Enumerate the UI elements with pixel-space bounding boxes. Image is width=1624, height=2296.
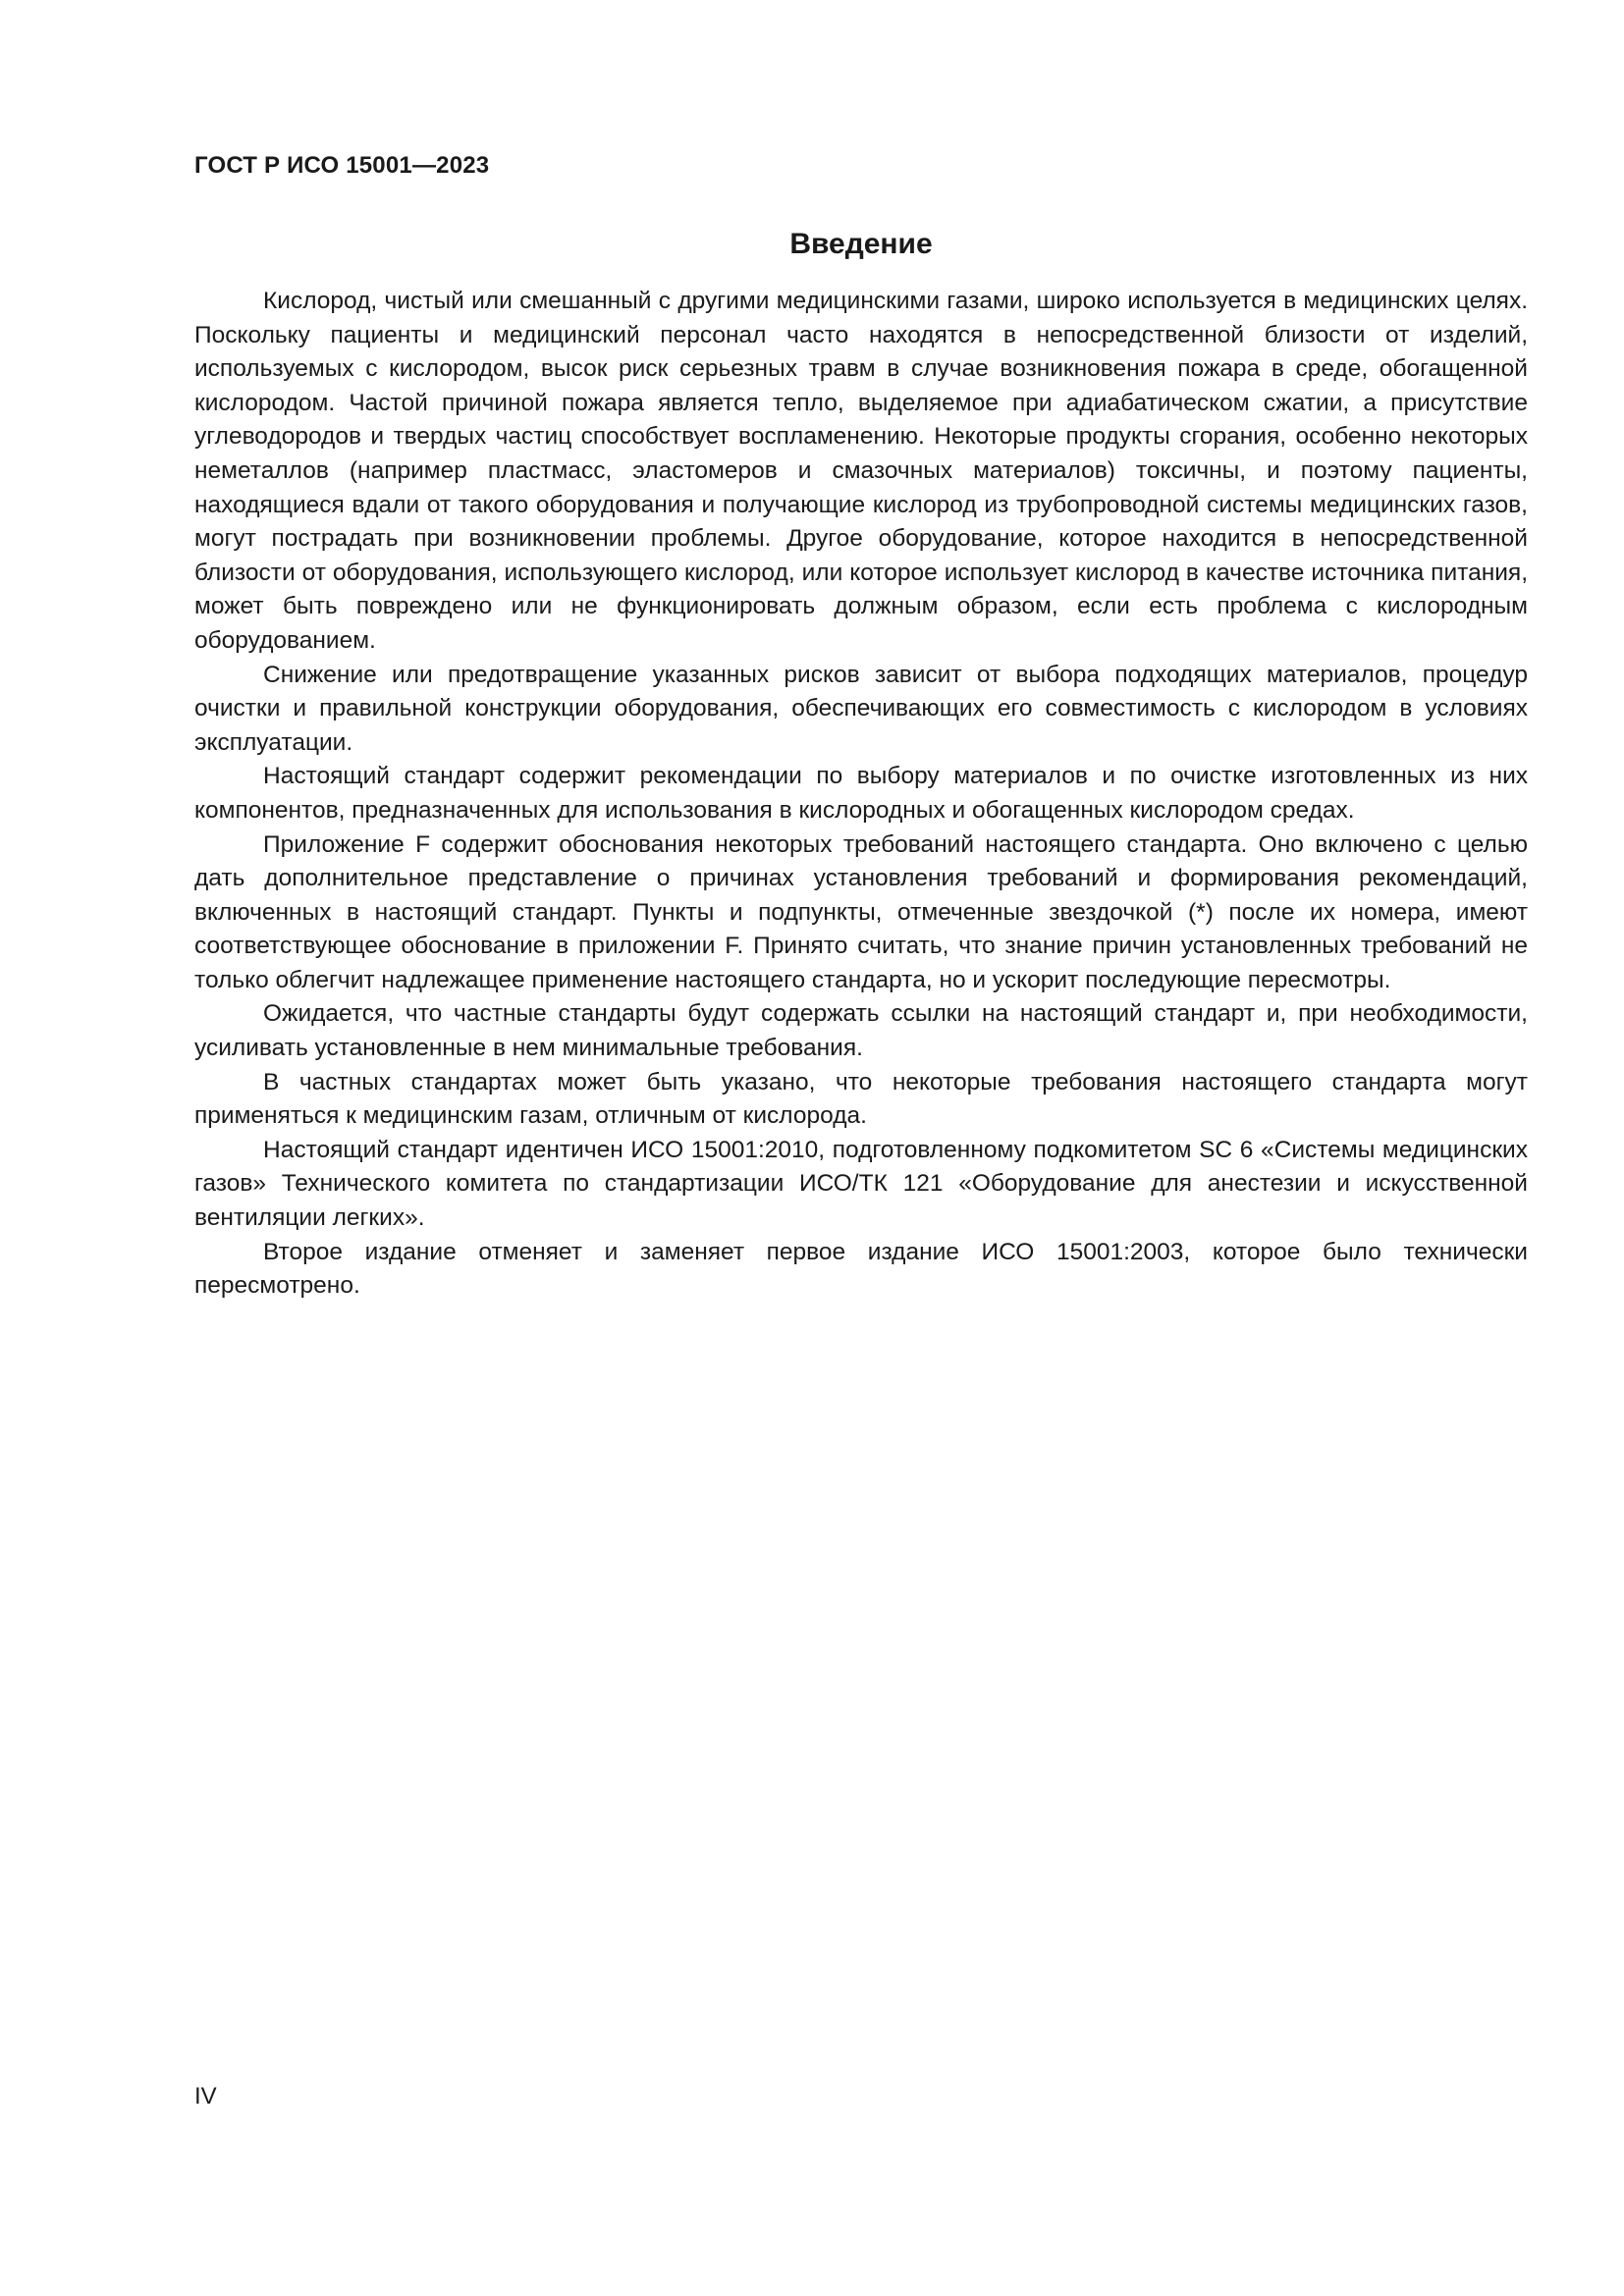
- section-title: Введение: [789, 228, 933, 260]
- paragraph-3: Настоящий стандарт содержит рекомендации по выбору материалов и по очистке изготовленных из них компонентов, предназначенных для использования в кислородных и обогащенных кислородом средах.: [194, 763, 1528, 824]
- paragraph-5: Ожидается, что частные стандарты будут содержать ссылки на настоящий стандарт и, при необходимости, усиливать установленные в нем минимальные требования.: [194, 1000, 1528, 1062]
- paragraph-1: Кислород, чистый или смешанный с другими медицинскими газами, широко используется в медицинских целях. Поскольку пациенты и медицинский персонал часто находятся в непосредственной близости от изделий, используемых с кислородом, высок риск серьезных травм в случае возникновения пожара в среде, обогащенной кислородом. Частой причиной пожара является тепло, выделяемое при адиабатическом сжатии, а присутствие углеводородов и твердых частиц способствует воспламенению. Некоторые продукты сгорания, особенно некоторых неметаллов (например пластмасс, эластомеров и смазочных материалов) токсичны, и поэтому пациенты, находящиеся вдали от такого оборудования и получающие кислород из трубопроводной системы медицинских газов, могут пострадать при возникновении проблемы. Другое оборудование, которое находится в непосредственной близости от оборудования, использующего кислород, или которое использует кислород в качестве источника питания, может быть повреждено или не функционировать должным образом, если есть проблема с кислородным оборудованием.: [194, 288, 1528, 654]
- body-text: [194, 285, 1528, 1304]
- paragraph-8: Второе издание отменяет и заменяет первое издание ИСО 15001:2003, которое было технически пересмотрено.: [194, 1238, 1528, 1300]
- page-number: IV: [194, 2083, 217, 2109]
- paragraph-6: В частных стандартах может быть указано, что некоторые требования настоящего стандарта могут применяться к медицинским газам, отличным от кислорода.: [194, 1068, 1528, 1130]
- paragraph-7: Настоящий стандарт идентичен ИСО 15001:2010, подготовленному подкомитетом SC 6 «Системы медицинских газов» Технического комитета по стандартизации ИСО/ТК 121 «Оборудование для анестезии и искусственной вентиляции легких».: [194, 1136, 1528, 1232]
- document-header: ГОСТ Р ИСО 15001—2023: [194, 152, 490, 179]
- paragraph-4: Приложение F содержит обоснования некоторых требований настоящего стандарта. Оно включено с целью дать дополнительное представление о причинах установления требований и формирования рекомендаций, включенных в настоящий стандарт. Пункты и подпункты, отмеченные звездочкой (*) после их номера, имеют соответствующее обоснование в приложении F. Принято считать, что знание причин установленных требований не только облегчит надлежащее применение настоящего стандарта, но и ускорит последующие пересмотры.: [194, 830, 1528, 993]
- paragraph-2: Снижение или предотвращение указанных рисков зависит от выбора подходящих материалов, процедур очистки и правильной конструкции оборудования, обеспечивающих его совместимость с кислородом в условиях эксплуатации.: [194, 661, 1528, 756]
